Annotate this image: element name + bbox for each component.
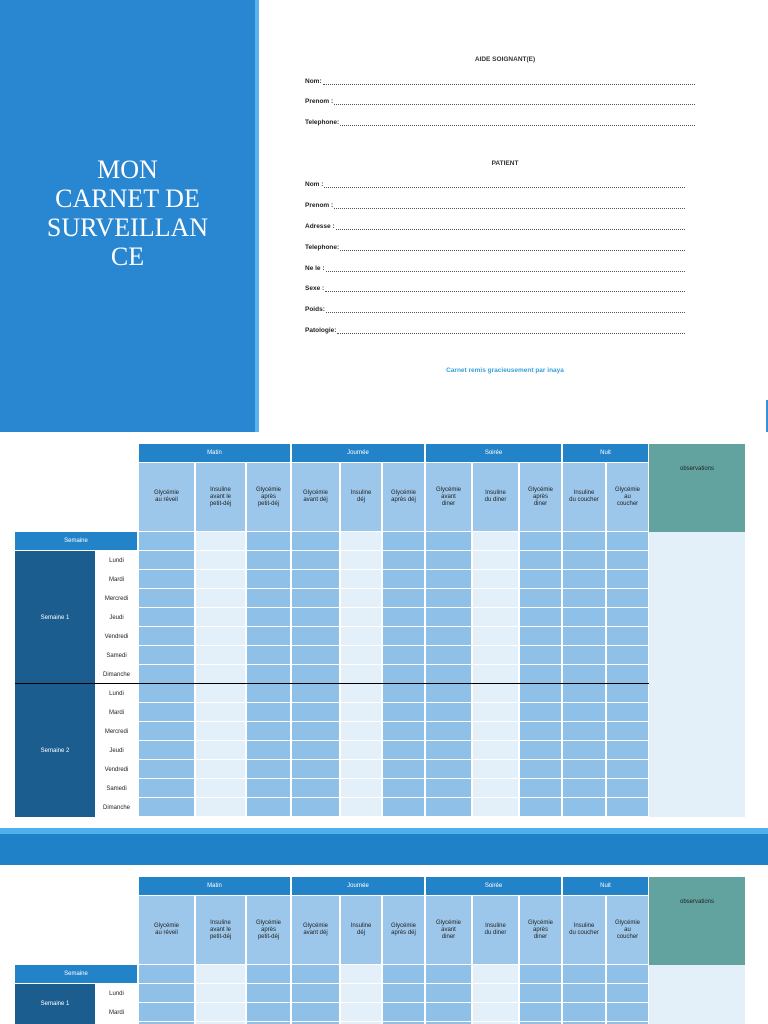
week-label: Semaine 1 bbox=[15, 984, 95, 1024]
data-cell[interactable] bbox=[426, 984, 471, 1002]
data-cell[interactable] bbox=[292, 665, 339, 683]
data-cell[interactable] bbox=[607, 646, 648, 664]
data-cell[interactable] bbox=[607, 779, 648, 797]
column-header: Glycémie au coucher bbox=[607, 463, 648, 531]
column-header: Glycémie au réveil bbox=[139, 896, 194, 964]
field-label: Poids: bbox=[305, 306, 325, 313]
day-label: Dimanche bbox=[102, 804, 130, 811]
day-label: Mercredi bbox=[104, 595, 129, 602]
data-cell[interactable] bbox=[341, 984, 381, 1002]
data-cell[interactable] bbox=[383, 760, 424, 778]
group-header: Soirée bbox=[426, 877, 561, 895]
data-cell[interactable] bbox=[473, 722, 518, 740]
data-cell[interactable] bbox=[520, 779, 561, 797]
field-line bbox=[324, 182, 685, 188]
aide-soignant-heading: AIDE SOIGNANT(E) bbox=[474, 56, 536, 63]
data-cell[interactable] bbox=[196, 798, 245, 816]
column-header: Glycémie avant diner bbox=[426, 463, 471, 531]
data-cell[interactable] bbox=[139, 722, 194, 740]
data-cell[interactable] bbox=[563, 589, 605, 607]
patient-nom-field[interactable] bbox=[305, 180, 685, 188]
data-cell[interactable] bbox=[196, 741, 245, 759]
data-cell[interactable] bbox=[607, 1003, 648, 1021]
data-cell[interactable] bbox=[247, 703, 290, 721]
data-cell[interactable] bbox=[139, 589, 194, 607]
data-cell[interactable] bbox=[383, 965, 424, 983]
data-cell[interactable] bbox=[196, 684, 245, 702]
field-line bbox=[340, 245, 685, 251]
data-cell[interactable] bbox=[383, 665, 424, 683]
data-cell[interactable] bbox=[563, 665, 605, 683]
field-label: Patologie: bbox=[305, 327, 337, 334]
cover-title-line: CARNET DE bbox=[55, 184, 200, 213]
data-cell[interactable] bbox=[196, 984, 245, 1002]
data-cell[interactable] bbox=[383, 984, 424, 1002]
data-cell[interactable] bbox=[607, 760, 648, 778]
data-cell[interactable] bbox=[196, 627, 245, 645]
glycemia-table-2 bbox=[0, 877, 768, 1024]
day-label: Lundi bbox=[109, 557, 124, 564]
page-separator-band bbox=[0, 828, 768, 865]
data-cell[interactable] bbox=[383, 741, 424, 759]
data-cell[interactable] bbox=[563, 965, 605, 983]
data-cell[interactable] bbox=[247, 570, 290, 588]
data-cell[interactable] bbox=[520, 532, 561, 550]
data-cell[interactable] bbox=[341, 965, 381, 983]
data-cell[interactable] bbox=[139, 760, 194, 778]
data-cell[interactable] bbox=[196, 551, 245, 569]
data-cell[interactable] bbox=[292, 532, 339, 550]
data-cell[interactable] bbox=[139, 532, 194, 550]
field-label: Prenom : bbox=[305, 202, 334, 209]
data-cell[interactable] bbox=[473, 551, 518, 569]
data-cell[interactable] bbox=[247, 684, 290, 702]
data-cell[interactable] bbox=[139, 798, 194, 816]
data-cell[interactable] bbox=[247, 646, 290, 664]
data-cell[interactable] bbox=[426, 589, 471, 607]
data-cell[interactable] bbox=[520, 798, 561, 816]
data-cell[interactable] bbox=[196, 722, 245, 740]
data-cell[interactable] bbox=[292, 608, 339, 626]
data-cell[interactable] bbox=[607, 532, 648, 550]
observations-body bbox=[649, 532, 745, 817]
data-cell[interactable] bbox=[563, 608, 605, 626]
field-line bbox=[337, 328, 685, 334]
data-cell[interactable] bbox=[563, 703, 605, 721]
data-cell[interactable] bbox=[292, 703, 339, 721]
semaine-header: Semaine bbox=[15, 532, 137, 550]
aide-prenom-field[interactable] bbox=[305, 97, 695, 105]
data-cell[interactable] bbox=[196, 665, 245, 683]
data-cell[interactable] bbox=[563, 684, 605, 702]
data-cell[interactable] bbox=[563, 779, 605, 797]
data-cell[interactable] bbox=[139, 703, 194, 721]
data-cell[interactable] bbox=[607, 570, 648, 588]
data-cell[interactable] bbox=[341, 551, 381, 569]
day-label: Mardi bbox=[108, 576, 124, 583]
data-cell[interactable] bbox=[607, 798, 648, 816]
data-cell[interactable] bbox=[607, 627, 648, 645]
column-header: Insuline déj bbox=[341, 896, 381, 964]
data-cell[interactable] bbox=[473, 760, 518, 778]
data-cell[interactable] bbox=[247, 741, 290, 759]
data-cell[interactable] bbox=[473, 965, 518, 983]
data-cell[interactable] bbox=[292, 741, 339, 759]
data-cell[interactable] bbox=[520, 984, 561, 1002]
data-cell[interactable] bbox=[247, 965, 290, 983]
data-cell[interactable] bbox=[520, 551, 561, 569]
data-cell[interactable] bbox=[473, 984, 518, 1002]
group-header: Matin bbox=[139, 877, 290, 895]
data-cell[interactable] bbox=[247, 608, 290, 626]
data-cell[interactable] bbox=[520, 741, 561, 759]
column-header: Insuline déj bbox=[341, 463, 381, 531]
data-cell[interactable] bbox=[139, 608, 194, 626]
day-label: Lundi bbox=[109, 690, 124, 697]
field-label: Nom: bbox=[305, 78, 322, 85]
observations-header: observations bbox=[649, 444, 745, 532]
data-cell[interactable] bbox=[473, 1003, 518, 1021]
data-cell[interactable] bbox=[292, 965, 339, 983]
column-header: Insuline du diner bbox=[473, 896, 518, 964]
data-cell[interactable] bbox=[607, 703, 648, 721]
column-header: Glycémie après petit-déj bbox=[247, 896, 290, 964]
group-header: Nuit bbox=[563, 877, 648, 895]
data-cell[interactable] bbox=[383, 532, 424, 550]
data-cell[interactable] bbox=[520, 965, 561, 983]
data-cell[interactable] bbox=[139, 570, 194, 588]
day-label: Mercredi bbox=[104, 728, 129, 735]
data-cell[interactable] bbox=[196, 608, 245, 626]
day-label: Lundi bbox=[109, 990, 124, 997]
data-cell[interactable] bbox=[196, 1003, 245, 1021]
column-header: Insuline avant le petit-déj bbox=[196, 463, 245, 531]
field-line bbox=[325, 286, 685, 292]
data-cell[interactable] bbox=[292, 589, 339, 607]
data-cell[interactable] bbox=[426, 703, 471, 721]
data-cell[interactable] bbox=[341, 741, 381, 759]
glycemia-table-1 bbox=[0, 444, 768, 817]
column-header: Glycémie avant déj bbox=[292, 463, 339, 531]
data-cell[interactable] bbox=[247, 722, 290, 740]
cover-title-line: CE bbox=[110, 242, 145, 271]
data-cell[interactable] bbox=[292, 684, 339, 702]
data-cell[interactable] bbox=[426, 627, 471, 645]
data-cell[interactable] bbox=[383, 703, 424, 721]
data-cell[interactable] bbox=[196, 703, 245, 721]
data-cell[interactable] bbox=[383, 646, 424, 664]
data-cell[interactable] bbox=[196, 779, 245, 797]
data-cell[interactable] bbox=[139, 965, 194, 983]
data-cell[interactable] bbox=[473, 589, 518, 607]
column-header: Glycémie après déj bbox=[383, 463, 424, 531]
data-cell[interactable] bbox=[139, 984, 194, 1002]
data-cell[interactable] bbox=[426, 608, 471, 626]
footer-note: Carnet remis gracieusement par inaya bbox=[446, 367, 564, 374]
data-cell[interactable] bbox=[563, 627, 605, 645]
column-header: Glycémie au réveil bbox=[139, 463, 194, 531]
data-cell[interactable] bbox=[426, 646, 471, 664]
patient-poids-field[interactable] bbox=[305, 305, 685, 313]
data-cell[interactable] bbox=[473, 532, 518, 550]
data-cell[interactable] bbox=[473, 665, 518, 683]
patient-patologie-field[interactable] bbox=[305, 326, 685, 334]
data-cell[interactable] bbox=[292, 627, 339, 645]
day-label: Dimanche bbox=[102, 671, 130, 678]
column-header: Glycémie après déj bbox=[383, 896, 424, 964]
column-header: Glycémie après diner bbox=[520, 463, 561, 531]
data-cell[interactable] bbox=[247, 589, 290, 607]
day-label: Vendredi bbox=[104, 766, 129, 773]
group-header: Journée bbox=[292, 444, 424, 462]
data-cell[interactable] bbox=[383, 570, 424, 588]
data-cell[interactable] bbox=[292, 760, 339, 778]
data-cell[interactable] bbox=[426, 551, 471, 569]
data-cell[interactable] bbox=[520, 589, 561, 607]
data-cell[interactable] bbox=[607, 665, 648, 683]
data-cell[interactable] bbox=[563, 570, 605, 588]
day-label: Samedi bbox=[106, 785, 127, 792]
data-cell[interactable] bbox=[292, 570, 339, 588]
patient-heading: PATIENT bbox=[491, 160, 519, 167]
data-cell[interactable] bbox=[292, 1003, 339, 1021]
data-cell[interactable] bbox=[139, 684, 194, 702]
group-header: Soirée bbox=[426, 444, 561, 462]
field-label: Telephone: bbox=[305, 244, 340, 251]
data-cell[interactable] bbox=[383, 589, 424, 607]
data-cell[interactable] bbox=[247, 665, 290, 683]
observations-header: observations bbox=[649, 877, 745, 965]
week-label: Semaine 1 bbox=[15, 551, 95, 684]
data-cell[interactable] bbox=[426, 760, 471, 778]
day-label: Vendredi bbox=[104, 633, 129, 640]
data-cell[interactable] bbox=[383, 627, 424, 645]
data-cell[interactable] bbox=[196, 760, 245, 778]
column-header: Insuline du coucher bbox=[563, 463, 605, 531]
observations-body bbox=[649, 965, 745, 1024]
data-cell[interactable] bbox=[426, 779, 471, 797]
data-cell[interactable] bbox=[426, 570, 471, 588]
data-cell[interactable] bbox=[607, 684, 648, 702]
data-cell[interactable] bbox=[383, 684, 424, 702]
data-cell[interactable] bbox=[139, 627, 194, 645]
field-line bbox=[326, 266, 685, 272]
data-cell[interactable] bbox=[247, 1003, 290, 1021]
data-cell[interactable] bbox=[196, 589, 245, 607]
data-cell[interactable] bbox=[473, 779, 518, 797]
patient-adresse-field[interactable] bbox=[305, 222, 685, 230]
data-cell[interactable] bbox=[341, 608, 381, 626]
data-cell[interactable] bbox=[383, 722, 424, 740]
day-label: Jeudi bbox=[109, 747, 124, 754]
data-cell[interactable] bbox=[139, 646, 194, 664]
data-cell[interactable] bbox=[426, 532, 471, 550]
data-cell[interactable] bbox=[292, 646, 339, 664]
data-cell[interactable] bbox=[473, 627, 518, 645]
column-header: Insuline avant le petit-déj bbox=[196, 896, 245, 964]
column-header: Glycémie avant diner bbox=[426, 896, 471, 964]
data-cell[interactable] bbox=[139, 665, 194, 683]
patient-prenom-field[interactable] bbox=[305, 201, 685, 209]
data-cell[interactable] bbox=[563, 551, 605, 569]
data-cell[interactable] bbox=[247, 532, 290, 550]
field-label: Prenom : bbox=[305, 98, 334, 105]
data-cell[interactable] bbox=[563, 646, 605, 664]
data-cell[interactable] bbox=[520, 646, 561, 664]
data-cell[interactable] bbox=[426, 665, 471, 683]
data-cell[interactable] bbox=[341, 779, 381, 797]
data-cell[interactable] bbox=[520, 665, 561, 683]
aide-telephone-field[interactable] bbox=[305, 118, 695, 126]
field-label: Sexe : bbox=[305, 285, 325, 292]
column-header: Insuline du coucher bbox=[563, 896, 605, 964]
data-cell[interactable] bbox=[520, 703, 561, 721]
day-label: Mardi bbox=[108, 1009, 124, 1016]
data-cell[interactable] bbox=[473, 646, 518, 664]
data-cell[interactable] bbox=[341, 703, 381, 721]
data-cell[interactable] bbox=[520, 608, 561, 626]
data-cell[interactable] bbox=[247, 551, 290, 569]
data-cell[interactable] bbox=[341, 532, 381, 550]
data-cell[interactable] bbox=[341, 798, 381, 816]
field-line bbox=[336, 224, 685, 230]
data-cell[interactable] bbox=[247, 798, 290, 816]
data-cell[interactable] bbox=[607, 984, 648, 1002]
data-cell[interactable] bbox=[139, 741, 194, 759]
data-cell[interactable] bbox=[563, 722, 605, 740]
data-cell[interactable] bbox=[139, 1003, 194, 1021]
data-cell[interactable] bbox=[520, 684, 561, 702]
data-cell[interactable] bbox=[196, 532, 245, 550]
data-cell[interactable] bbox=[292, 551, 339, 569]
day-label: Samedi bbox=[106, 652, 127, 659]
data-cell[interactable] bbox=[292, 779, 339, 797]
data-cell[interactable] bbox=[139, 779, 194, 797]
data-cell[interactable] bbox=[383, 608, 424, 626]
semaine-header: Semaine bbox=[15, 965, 137, 983]
cover-title bbox=[0, 155, 255, 271]
field-label: Adresse : bbox=[305, 223, 335, 230]
field-label: Telephone: bbox=[305, 119, 340, 126]
group-header: Journée bbox=[292, 877, 424, 895]
data-cell[interactable] bbox=[426, 722, 471, 740]
data-cell[interactable] bbox=[473, 703, 518, 721]
aide-nom-field[interactable] bbox=[305, 77, 695, 85]
data-cell[interactable] bbox=[341, 684, 381, 702]
data-cell[interactable] bbox=[247, 760, 290, 778]
column-header: Glycémie au coucher bbox=[607, 896, 648, 964]
day-label: Mardi bbox=[108, 709, 124, 716]
data-cell[interactable] bbox=[520, 570, 561, 588]
data-cell[interactable] bbox=[292, 722, 339, 740]
data-cell[interactable] bbox=[520, 627, 561, 645]
field-label: Ne le : bbox=[305, 265, 325, 272]
data-cell[interactable] bbox=[383, 779, 424, 797]
field-line bbox=[323, 79, 695, 85]
cover-stripe bbox=[255, 0, 259, 432]
data-cell[interactable] bbox=[341, 570, 381, 588]
data-cell[interactable] bbox=[341, 760, 381, 778]
data-cell[interactable] bbox=[247, 627, 290, 645]
data-cell[interactable] bbox=[563, 532, 605, 550]
data-cell[interactable] bbox=[247, 779, 290, 797]
data-cell[interactable] bbox=[473, 570, 518, 588]
field-line bbox=[340, 120, 695, 126]
field-label: Nom : bbox=[305, 181, 324, 188]
data-cell[interactable] bbox=[473, 798, 518, 816]
data-cell[interactable] bbox=[563, 1003, 605, 1021]
data-cell[interactable] bbox=[607, 741, 648, 759]
data-cell[interactable] bbox=[607, 608, 648, 626]
field-line bbox=[326, 307, 685, 313]
data-cell[interactable] bbox=[341, 627, 381, 645]
data-cell[interactable] bbox=[341, 646, 381, 664]
patient-sexe-field[interactable] bbox=[305, 284, 685, 292]
column-header: Glycémie après petit-déj bbox=[247, 463, 290, 531]
data-cell[interactable] bbox=[341, 665, 381, 683]
patient-telephone-field[interactable] bbox=[305, 243, 685, 251]
data-cell[interactable] bbox=[139, 551, 194, 569]
patient-ne-le-field[interactable] bbox=[305, 264, 685, 272]
column-header: Glycémie avant déj bbox=[292, 896, 339, 964]
data-cell[interactable] bbox=[292, 798, 339, 816]
data-cell[interactable] bbox=[426, 684, 471, 702]
data-cell[interactable] bbox=[563, 984, 605, 1002]
data-cell[interactable] bbox=[520, 1003, 561, 1021]
data-cell[interactable] bbox=[196, 570, 245, 588]
data-cell[interactable] bbox=[520, 760, 561, 778]
data-cell[interactable] bbox=[473, 684, 518, 702]
cover-title-line: SURVEILLAN bbox=[46, 213, 209, 242]
column-header: Insuline du diner bbox=[473, 463, 518, 531]
data-cell[interactable] bbox=[607, 551, 648, 569]
week-label: Semaine 2 bbox=[15, 684, 95, 817]
data-cell[interactable] bbox=[196, 965, 245, 983]
group-header: Matin bbox=[139, 444, 290, 462]
data-cell[interactable] bbox=[607, 589, 648, 607]
data-cell[interactable] bbox=[383, 1003, 424, 1021]
data-cell[interactable] bbox=[247, 984, 290, 1002]
data-cell[interactable] bbox=[426, 741, 471, 759]
data-cell[interactable] bbox=[426, 965, 471, 983]
field-line bbox=[334, 99, 695, 105]
cover-title-line: MON bbox=[97, 155, 158, 184]
group-header: Nuit bbox=[563, 444, 648, 462]
data-cell[interactable] bbox=[563, 760, 605, 778]
data-cell[interactable] bbox=[563, 798, 605, 816]
data-cell[interactable] bbox=[563, 741, 605, 759]
data-cell[interactable] bbox=[520, 722, 561, 740]
data-cell[interactable] bbox=[383, 551, 424, 569]
data-cell[interactable] bbox=[607, 965, 648, 983]
data-cell[interactable] bbox=[426, 1003, 471, 1021]
data-cell[interactable] bbox=[341, 1003, 381, 1021]
data-cell[interactable] bbox=[426, 798, 471, 816]
data-cell[interactable] bbox=[473, 741, 518, 759]
day-label: Jeudi bbox=[109, 614, 124, 621]
data-cell[interactable] bbox=[341, 722, 381, 740]
data-cell[interactable] bbox=[473, 608, 518, 626]
data-cell[interactable] bbox=[292, 984, 339, 1002]
data-cell[interactable] bbox=[383, 798, 424, 816]
data-cell[interactable] bbox=[341, 589, 381, 607]
data-cell[interactable] bbox=[607, 722, 648, 740]
column-header: Glycémie après diner bbox=[520, 896, 561, 964]
field-line bbox=[334, 203, 685, 209]
data-cell[interactable] bbox=[196, 646, 245, 664]
